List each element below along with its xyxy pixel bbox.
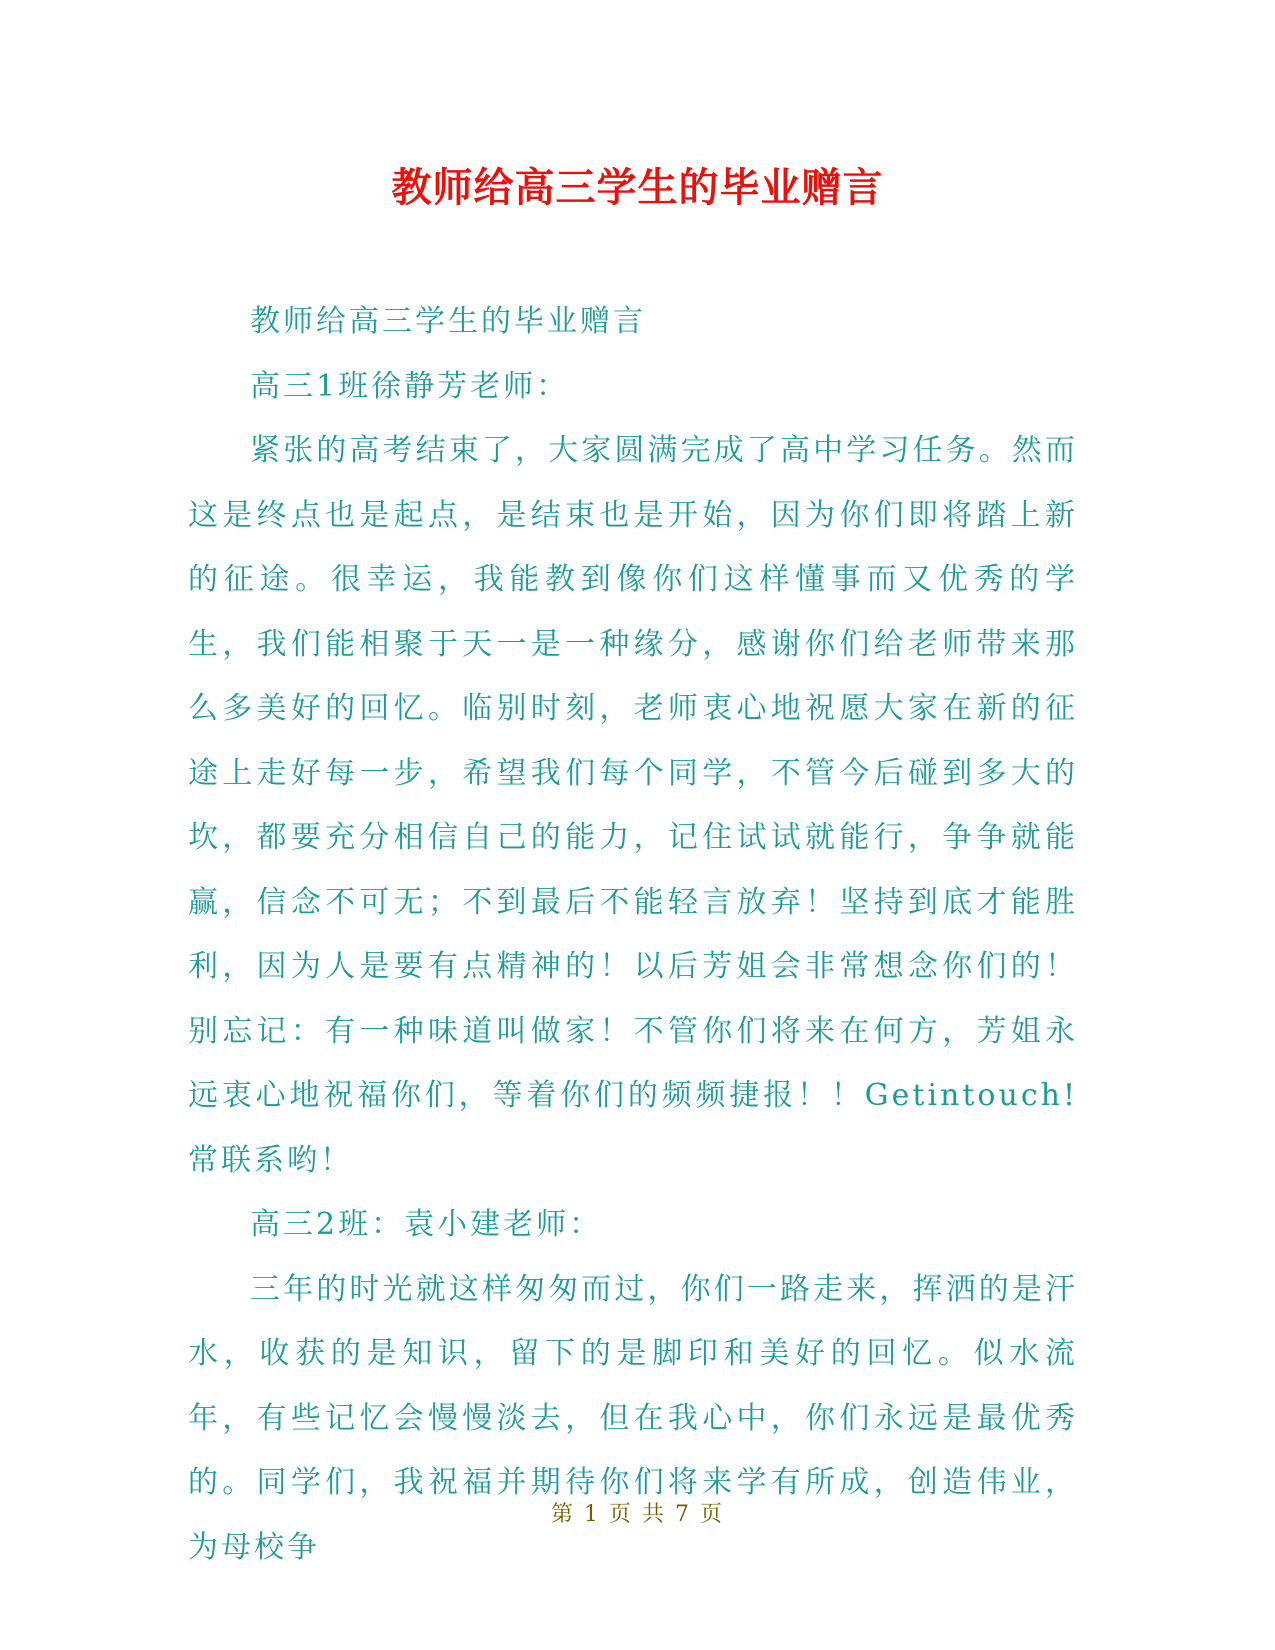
document-title: 教师给高三学生的毕业赠言 — [391, 165, 884, 211]
paragraph-teacher-1: 高三1班徐静芳老师： — [250, 368, 570, 404]
paragraph-heading: 教师给高三学生的毕业赠言 — [250, 304, 646, 339]
paragraph-message-1: 紧张的高考结束了，大家圆满完成了高中学习任务。然而这是终点也是起点，是结束也是开始，因为你们即将踏上新的征途。很幸运，我能教到像你们这样懂事而又优秀的学生，我们能相聚于天一是一种缘分，感谢你们给老师带来那么多美好的回忆。临别时刻，老师衷心地祝愿大家在新的征途上走好每一步，希望我们每个同学，不管今后碰到多大的坎，都要充分相信自己的能力，记住试试就能行，争争就能赢，信念不可无；不到最后不能轻言放弃！坚持到底才能胜利，因为人是要有点精神的！以后芳姐会非常想念你们的！别忘记：有一种味道叫做家！不管你们将来在何方，芳姐永远衷心地祝福你们，等着你们的频频捷报！！Getintouch!常联系哟！ — [188, 433, 1078, 1178]
paragraph-message-2: 三年的时光就这样匆匆而过，你们一路走来，挥洒的是汗水，收获的是知识，留下的是脚印和美好的回忆。似水流年，有些记忆会慢慢淡去，但在我心中，你们永远是最优秀的。同学们，我祝福并期待你们将来学有所成，创造伟业，为母校争 — [188, 1271, 1078, 1565]
paragraph-teacher-2: 高三2班：袁小建老师： — [250, 1207, 603, 1242]
page-number-footer: 第 1 页 共 7 页 — [551, 1502, 724, 1527]
document-body — [188, 290, 1078, 1580]
